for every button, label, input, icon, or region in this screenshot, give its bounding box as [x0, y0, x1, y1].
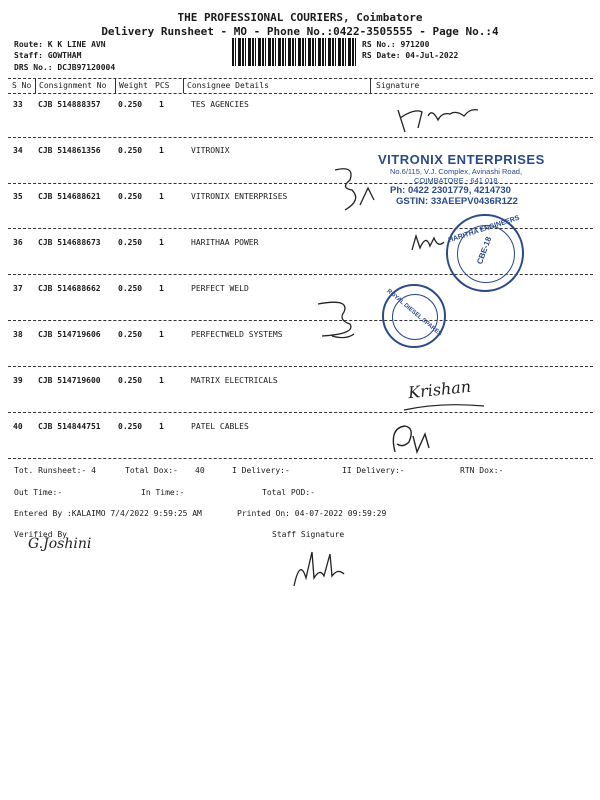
row-divider — [8, 412, 593, 413]
i-delivery: I Delivery:- — [232, 466, 290, 475]
row-weight: 0.250 — [118, 376, 143, 385]
in-time: In Time:- — [141, 488, 185, 497]
signature-patel — [385, 418, 445, 458]
haritha-stamp-code: CBE-18 — [475, 235, 494, 266]
signature-krishan: Krishan — [407, 376, 472, 403]
row-pcs: 1 — [159, 146, 164, 155]
stamp-gstin: GSTIN: 33AEEPV0436R1Z2 — [396, 196, 518, 207]
rtn-dox: RTN Dox:- — [460, 466, 504, 475]
verified-by: Verified By — [14, 530, 67, 539]
col-header-weight: Weight — [119, 81, 148, 90]
total-runsheet: Tot. Runsheet:- 4 — [14, 466, 96, 475]
row-consignment: CJB 514688673 — [38, 238, 101, 247]
rs-number: RS No.: 971200 — [362, 40, 430, 49]
row-weight: 0.250 — [118, 146, 143, 155]
row-pcs: 1 — [159, 330, 164, 339]
row-consignee: VITRONIX — [191, 146, 230, 155]
runsheet-subtitle: Delivery Runsheet - MO - Phone No.:0422-3505555 - Page No.:4 — [101, 25, 499, 38]
row-consignment: CJB 514888357 — [38, 100, 101, 109]
row-sno: 36 — [13, 238, 23, 247]
signature-tes — [360, 98, 500, 138]
staff-label: Staff: GOWTHAM — [14, 51, 82, 60]
haritha-stamp-name: HARITHA ENGINEERS — [447, 214, 521, 245]
column-divider — [35, 78, 36, 93]
row-pcs: 1 — [159, 100, 164, 109]
column-divider — [183, 78, 184, 93]
row-pcs: 1 — [159, 238, 164, 247]
row-divider — [8, 320, 593, 321]
signature-underline — [400, 400, 490, 415]
row-consignment: CJB 514719600 — [38, 376, 101, 385]
drs-number: DRS No.: DCJB97120004 — [14, 63, 116, 72]
col-header-pcs: PCS — [155, 81, 170, 90]
stamp-company: VITRONIX ENTERPRISES — [378, 152, 545, 167]
table-header-rule — [8, 93, 593, 94]
column-divider — [115, 78, 116, 93]
row-divider — [8, 458, 593, 459]
row-consignment: CJB 514688662 — [38, 284, 101, 293]
stamp-address1: No.6/115, V.J. Complex, Avinashi Road, — [390, 167, 523, 176]
signature-verified: G.Joshini — [28, 536, 92, 552]
col-header-sno: S No — [12, 81, 32, 90]
row-weight: 0.250 — [118, 330, 143, 339]
row-consignment: CJB 514844751 — [38, 422, 101, 431]
row-sno: 35 — [13, 192, 23, 201]
signature-haritha — [408, 232, 448, 254]
row-consignee: PERFECT WELD — [191, 284, 249, 293]
staff-signature-label: Staff Signature — [272, 530, 345, 539]
row-weight: 0.250 — [118, 284, 143, 293]
row-consignee: PATEL CABLES — [191, 422, 249, 431]
company-title: THE PROFESSIONAL COURIERS, Coimbatore — [177, 11, 423, 24]
col-header-consignee: Consignee Details — [187, 81, 269, 90]
row-sno: 39 — [13, 376, 23, 385]
row-consignee: HARITHAA POWER — [191, 238, 259, 247]
rs-date: RS Date: 04-Jul-2022 — [362, 51, 459, 60]
royal-stamp-name: ROYAL DIESEL SPARES — [385, 288, 443, 338]
row-consignment: CJB 514719606 — [38, 330, 101, 339]
entered-by: Entered By :KALAIMO 7/4/2022 9:59:25 AM — [14, 509, 202, 518]
row-sno: 33 — [13, 100, 23, 109]
row-sno: 38 — [13, 330, 23, 339]
row-divider — [8, 366, 593, 367]
haritha-stamp — [446, 214, 524, 292]
row-weight: 0.250 — [118, 192, 143, 201]
row-pcs: 1 — [159, 192, 164, 201]
total-dox-value: 40 — [195, 466, 205, 475]
signature-perfect-weld — [310, 298, 360, 343]
row-weight: 0.250 — [118, 238, 143, 247]
printed-on: Printed On: 04-07-2022 09:59:29 — [237, 509, 387, 518]
row-sno: 40 — [13, 422, 23, 431]
row-weight: 0.250 — [118, 422, 143, 431]
row-consignment: CJB 514688621 — [38, 192, 101, 201]
row-pcs: 1 — [159, 422, 164, 431]
col-header-signature: Signature — [376, 81, 420, 90]
stamp-address2: COIMBATORE - 641 018. — [414, 176, 500, 185]
total-pod: Total POD:- — [262, 488, 315, 497]
stamp-phone: Ph: 0422 2301779, 4214730 — [390, 185, 511, 196]
total-dox-label: Total Dox:- — [125, 466, 178, 475]
row-consignee: MATRIX ELECTRICALS — [191, 376, 278, 385]
row-pcs: 1 — [159, 284, 164, 293]
row-consignee: PERFECTWELD SYSTEMS — [191, 330, 283, 339]
royal-stamp — [382, 284, 446, 348]
table-top-rule — [8, 78, 593, 79]
row-weight: 0.250 — [118, 100, 143, 109]
ii-delivery: II Delivery:- — [342, 466, 405, 475]
barcode — [232, 38, 357, 66]
vitronix-stamp — [378, 152, 553, 216]
out-time: Out Time:- — [14, 488, 63, 497]
col-header-consignment: Consignment No — [39, 81, 107, 90]
column-divider — [370, 78, 371, 93]
row-pcs: 1 — [159, 376, 164, 385]
row-consignment: CJB 514861356 — [38, 146, 101, 155]
route-label: Route: K K LINE AVN — [14, 40, 106, 49]
row-consignee: TES AGENCIES — [191, 100, 249, 109]
row-consignee: VITRONIX ENTERPRISES — [191, 192, 288, 201]
signature-staff — [290, 548, 360, 588]
row-divider — [8, 137, 593, 138]
row-sno: 34 — [13, 146, 23, 155]
row-sno: 37 — [13, 284, 23, 293]
